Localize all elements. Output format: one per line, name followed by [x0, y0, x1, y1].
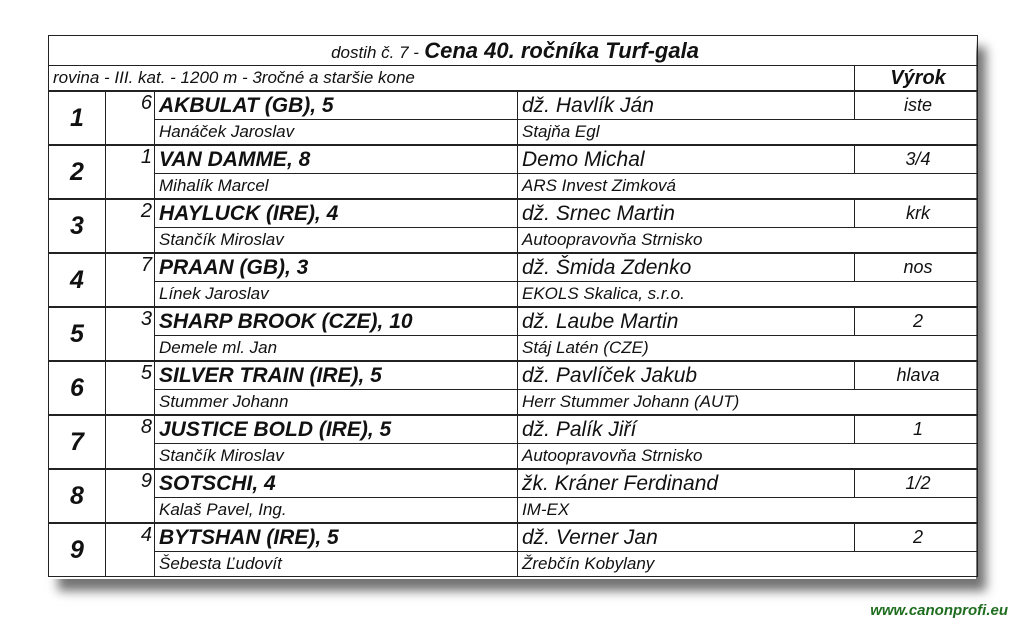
winning-margin: iste	[855, 91, 978, 120]
race-title	[49, 36, 978, 66]
entry-row	[49, 91, 978, 120]
winning-margin: 2	[855, 523, 978, 552]
owner-name: Herr Stummer Johann (AUT)	[518, 390, 978, 416]
entry-subrow	[49, 336, 978, 362]
jockey-name: Demo Michal	[518, 145, 855, 174]
horse-name: JUSTICE BOLD (IRE), 5	[155, 415, 518, 444]
jockey-name: dž. Laube Martin	[518, 307, 855, 336]
entry-row	[49, 361, 978, 390]
start-number: 9	[106, 469, 155, 523]
results-card	[48, 35, 976, 579]
trainer-name: Demele ml. Jan	[155, 336, 518, 362]
start-number: 7	[106, 253, 155, 307]
horse-name: AKBULAT (GB), 5	[155, 91, 518, 120]
placing: 7	[49, 415, 106, 469]
conditions-row	[49, 66, 978, 92]
winning-margin: 3/4	[855, 145, 978, 174]
trainer-name: Stummer Johann	[155, 390, 518, 416]
placing: 9	[49, 523, 106, 577]
placing: 6	[49, 361, 106, 415]
results-table	[48, 35, 978, 577]
horse-name: SHARP BROOK (CZE), 10	[155, 307, 518, 336]
start-number: 1	[106, 145, 155, 199]
start-number: 3	[106, 307, 155, 361]
owner-name: Autoopravovňa Strnisko	[518, 228, 978, 254]
owner-name: Stajňa Egl	[518, 120, 978, 146]
entry-subrow	[49, 174, 978, 200]
placing: 4	[49, 253, 106, 307]
start-number: 8	[106, 415, 155, 469]
horse-name: PRAAN (GB), 3	[155, 253, 518, 282]
placing: 5	[49, 307, 106, 361]
placing: 1	[49, 91, 106, 145]
watermark: www.canonprofi.eu	[870, 602, 1008, 619]
entry-subrow	[49, 390, 978, 416]
jockey-name: žk. Kráner Ferdinand	[518, 469, 855, 498]
entry-row	[49, 199, 978, 228]
entry-subrow	[49, 552, 978, 577]
entry-row	[49, 307, 978, 336]
start-number: 6	[106, 91, 155, 145]
entry-row	[49, 469, 978, 498]
jockey-name: dž. Srnec Martin	[518, 199, 855, 228]
start-number: 5	[106, 361, 155, 415]
owner-name: Autoopravovňa Strnisko	[518, 444, 978, 470]
jockey-name: dž. Verner Jan	[518, 523, 855, 552]
owner-name: IM-EX	[518, 498, 978, 524]
horse-name: SILVER TRAIN (IRE), 5	[155, 361, 518, 390]
winning-margin: hlava	[855, 361, 978, 390]
title-row	[49, 36, 978, 66]
winning-margin: nos	[855, 253, 978, 282]
entry-subrow	[49, 444, 978, 470]
winning-margin: 1/2	[855, 469, 978, 498]
jockey-name: dž. Pavlíček Jakub	[518, 361, 855, 390]
jockey-name: dž. Šmida Zdenko	[518, 253, 855, 282]
entry-row	[49, 145, 978, 174]
race-name: Cena 40. ročníka Turf-gala	[424, 37, 699, 63]
placing: 3	[49, 199, 106, 253]
horse-name: HAYLUCK (IRE), 4	[155, 199, 518, 228]
trainer-name: Kalaš Pavel, Ing.	[155, 498, 518, 524]
race-prefix: dostih č. 7 -	[331, 42, 419, 62]
horse-name: VAN DAMME, 8	[155, 145, 518, 174]
jockey-name: dž. Havlík Ján	[518, 91, 855, 120]
trainer-name: Stančík Miroslav	[155, 228, 518, 254]
trainer-name: Línek Jaroslav	[155, 282, 518, 308]
entry-subrow	[49, 228, 978, 254]
owner-name: ARS Invest Zimková	[518, 174, 978, 200]
placing: 8	[49, 469, 106, 523]
race-conditions: rovina - III. kat. - 1200 m - 3ročné a staršie kone	[49, 66, 855, 92]
owner-name: EKOLS Skalica, s.r.o.	[518, 282, 978, 308]
trainer-name: Mihalík Marcel	[155, 174, 518, 200]
horse-name: BYTSHAN (IRE), 5	[155, 523, 518, 552]
jockey-name: dž. Palík Jiří	[518, 415, 855, 444]
trainer-name: Šebesta Ľudovít	[155, 552, 518, 577]
start-number: 2	[106, 199, 155, 253]
trainer-name: Stančík Miroslav	[155, 444, 518, 470]
winning-margin: krk	[855, 199, 978, 228]
owner-name: Stáj Latén (CZE)	[518, 336, 978, 362]
entry-subrow	[49, 120, 978, 146]
entry-subrow	[49, 498, 978, 524]
horse-name: SOTSCHI, 4	[155, 469, 518, 498]
verdict-header: Výrok	[855, 66, 978, 92]
owner-name: Žrebčín Kobylany	[518, 552, 978, 577]
winning-margin: 1	[855, 415, 978, 444]
entry-row	[49, 523, 978, 552]
placing: 2	[49, 145, 106, 199]
trainer-name: Hanáček Jaroslav	[155, 120, 518, 146]
entry-row	[49, 253, 978, 282]
start-number: 4	[106, 523, 155, 577]
entry-subrow	[49, 282, 978, 308]
winning-margin: 2	[855, 307, 978, 336]
entry-row	[49, 415, 978, 444]
